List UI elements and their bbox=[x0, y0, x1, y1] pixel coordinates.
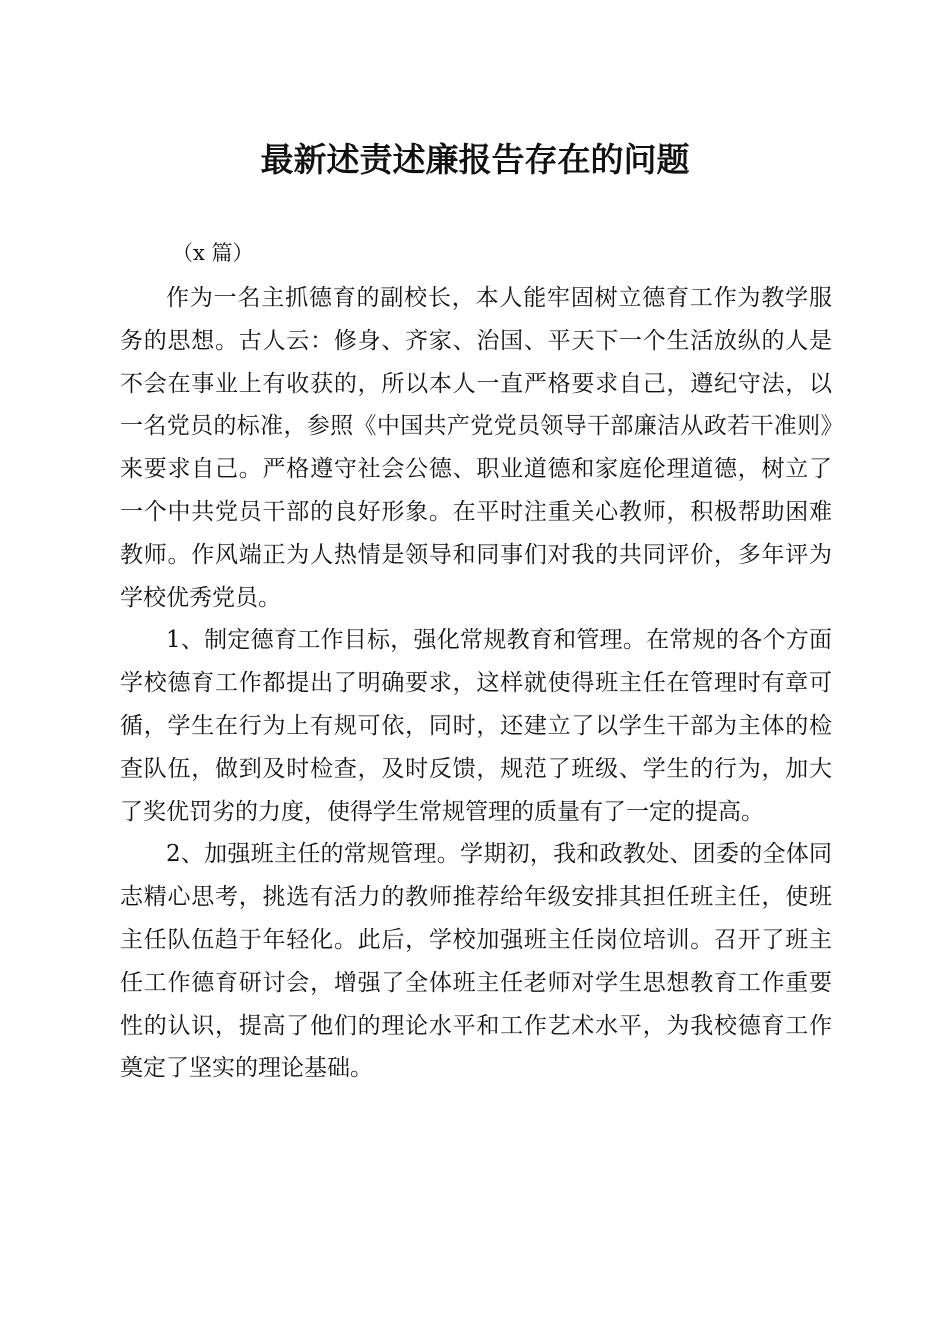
paragraph-item-1: 1、制定德育工作目标，强化常规教育和管理。在常规的各个方面学校德育工作都提出了明确要求，这样就使得班主任在管理时有章可循，学生在行为上有规可依，同时，还建立了以学生干部为主体的检查队伍，做到及时检查，及时反馈，规范了班级、学生的行为，加大了奖优罚劣的力度，使得学生常规管理的质量有了一定的提高。 bbox=[120, 627, 832, 825]
document-subtitle: （x 篇） bbox=[172, 241, 254, 265]
paragraph-intro: 作为一名主抓德育的副校长，本人能牢固树立德育工作为教学服务的思想。古人云：修身、齐家、治国、平天下一个生活放纵的人是不会在事业上有收获的，所以本人一直严格要求自己，遵纪守法，以一名党员的标准，参照《中国共产党党员领导干部廉洁从政若干准则》来要求自己。严格遵守社会公德、职业道德和家庭伦理道德，树立了一个中共党员干部的良好形象。在平时注重关心教师，积极帮助困难教师。作风端正为人热情是领导和同事们对我的共同评价，多年评为学校优秀党员。 bbox=[120, 285, 832, 611]
paragraph-item-2: 2、加强班主任的常规管理。学期初，我和政教处、团委的全体同志精心思考，挑选有活力的教师推荐给年级安排其担任班主任，使班主任队伍趋于年轻化。此后，学校加强班主任岗位培训。召开了班主任工作德育研讨会，增强了全体班主任老师对学生思想教育工作重要性的认识，提高了他们的理论水平和工作艺术水平，为我校德育工作奠定了坚实的理论基础。 bbox=[120, 841, 832, 1082]
document-title: 最新述责述廉报告存在的问题 bbox=[260, 140, 690, 179]
document-body bbox=[120, 277, 832, 1090]
